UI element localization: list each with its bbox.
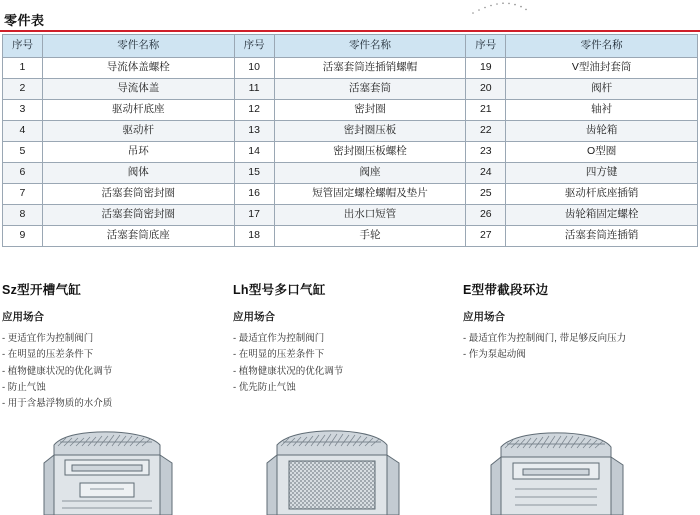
figure-sz-cylinder xyxy=(2,405,227,515)
column-header-no-1: 序号 xyxy=(3,35,43,58)
list-item: - 在明显的压差条件下 xyxy=(233,349,325,361)
section-subtitle: 应用场合 xyxy=(233,311,275,323)
section-title: E型带截段环边 xyxy=(463,283,549,297)
list-item: - 植物健康状况的优化调节 xyxy=(233,365,344,377)
cell-no: 15 xyxy=(234,163,274,184)
section-list xyxy=(463,331,688,364)
cell-name: 短管固定螺栓螺帽及垫片 xyxy=(274,184,466,205)
table-row xyxy=(3,100,698,121)
cell-name: 活塞套筒连插销 xyxy=(506,226,698,247)
cell-no: 2 xyxy=(3,79,43,100)
cell-no: 18 xyxy=(234,226,274,247)
cell-no: 11 xyxy=(234,79,274,100)
decorative-dots-icon xyxy=(470,0,530,18)
table-header-row xyxy=(3,35,698,58)
list-item: - 防止气蚀 xyxy=(2,381,46,393)
table-row xyxy=(3,58,698,79)
cell-name: 导流体盖螺栓 xyxy=(42,58,234,79)
table-row xyxy=(3,226,698,247)
section-sz-cylinder xyxy=(2,280,227,413)
cell-no: 19 xyxy=(466,58,506,79)
cell-no: 27 xyxy=(466,226,506,247)
cell-no: 8 xyxy=(3,205,43,226)
cell-no: 16 xyxy=(234,184,274,205)
section-e-ring-edge xyxy=(463,280,688,364)
list-item: - 植物健康状况的优化调节 xyxy=(2,365,113,377)
section-subtitle: 应用场合 xyxy=(2,311,44,323)
column-header-name-2: 零件名称 xyxy=(274,35,466,58)
column-header-no-2: 序号 xyxy=(234,35,274,58)
table-row xyxy=(3,121,698,142)
cell-name: 吊环 xyxy=(42,142,234,163)
section-lh-cylinder xyxy=(233,280,458,396)
list-item: - 在明显的压差条件下 xyxy=(2,349,94,361)
cell-name: 活塞套筒密封圈 xyxy=(42,205,234,226)
cell-no: 24 xyxy=(466,163,506,184)
list-item: - 用于含悬浮物质的水介质 xyxy=(2,398,113,410)
cell-name: O型圈 xyxy=(506,142,698,163)
cell-no: 26 xyxy=(466,205,506,226)
cell-name: V型油封套筒 xyxy=(506,58,698,79)
cell-no: 17 xyxy=(234,205,274,226)
cell-no: 14 xyxy=(234,142,274,163)
section-list xyxy=(2,331,227,413)
column-header-name-3: 零件名称 xyxy=(506,35,698,58)
cell-name: 活塞套筒密封圈 xyxy=(42,184,234,205)
cell-no: 9 xyxy=(3,226,43,247)
cell-no: 5 xyxy=(3,142,43,163)
cell-no: 25 xyxy=(466,184,506,205)
title-divider xyxy=(0,30,700,32)
section-list xyxy=(233,331,458,396)
cell-name: 活塞套筒连插销螺帽 xyxy=(274,58,466,79)
section-subtitle: 应用场合 xyxy=(463,311,505,323)
cell-name: 手轮 xyxy=(274,226,466,247)
cell-no: 23 xyxy=(466,142,506,163)
cell-no: 6 xyxy=(3,163,43,184)
cell-name: 驱动杆底座 xyxy=(42,100,234,121)
cell-no: 13 xyxy=(234,121,274,142)
cell-no: 10 xyxy=(234,58,274,79)
table-row xyxy=(3,205,698,226)
cell-name: 阀座 xyxy=(274,163,466,184)
table-row xyxy=(3,163,698,184)
cell-name: 四方键 xyxy=(506,163,698,184)
cell-name: 密封圈压板 xyxy=(274,121,466,142)
cell-no: 21 xyxy=(466,100,506,121)
cell-name: 出水口短管 xyxy=(274,205,466,226)
cell-name: 活塞套筒底座 xyxy=(42,226,234,247)
list-item: - 更适宜作为控制阀门 xyxy=(2,333,94,344)
list-item: - 最适宜作为控制阀门 xyxy=(233,333,325,344)
cell-no: 20 xyxy=(466,79,506,100)
cell-name: 轴衬 xyxy=(506,100,698,121)
table-row xyxy=(3,79,698,100)
cell-name: 驱动杆底座插销 xyxy=(506,184,698,205)
cell-no: 7 xyxy=(3,184,43,205)
sections-area xyxy=(0,280,700,515)
cell-no: 4 xyxy=(3,121,43,142)
parts-table xyxy=(2,34,698,247)
list-item: - 优先防止气蚀 xyxy=(233,381,296,393)
cell-name: 活塞套筒 xyxy=(274,79,466,100)
figure-lh-cylinder xyxy=(233,405,458,515)
cell-no: 3 xyxy=(3,100,43,121)
cell-name: 驱动杆 xyxy=(42,121,234,142)
cell-name: 阀杆 xyxy=(506,79,698,100)
column-header-no-3: 序号 xyxy=(466,35,506,58)
column-header-name-1: 零件名称 xyxy=(42,35,234,58)
cell-no: 12 xyxy=(234,100,274,121)
cell-name: 齿轮箱 xyxy=(506,121,698,142)
cell-name: 密封圈 xyxy=(274,100,466,121)
figure-e-ring-edge xyxy=(463,405,688,515)
section-title: Lh型号多口气缸 xyxy=(233,283,326,297)
page-title: 零件表 xyxy=(4,13,45,28)
section-title: Sz型开槽气缸 xyxy=(2,283,82,297)
cell-no: 22 xyxy=(466,121,506,142)
table-row xyxy=(3,184,698,205)
cell-name: 阀体 xyxy=(42,163,234,184)
cell-name: 导流体盖 xyxy=(42,79,234,100)
list-item: - 最适宜作为控制阀门, 带足够反向压力 xyxy=(463,333,627,344)
table-row xyxy=(3,142,698,163)
list-item: - 作为泵起动阀 xyxy=(463,349,526,361)
cell-no: 1 xyxy=(3,58,43,79)
cell-name: 齿轮箱固定螺栓 xyxy=(506,205,698,226)
cell-name: 密封圈压板螺栓 xyxy=(274,142,466,163)
